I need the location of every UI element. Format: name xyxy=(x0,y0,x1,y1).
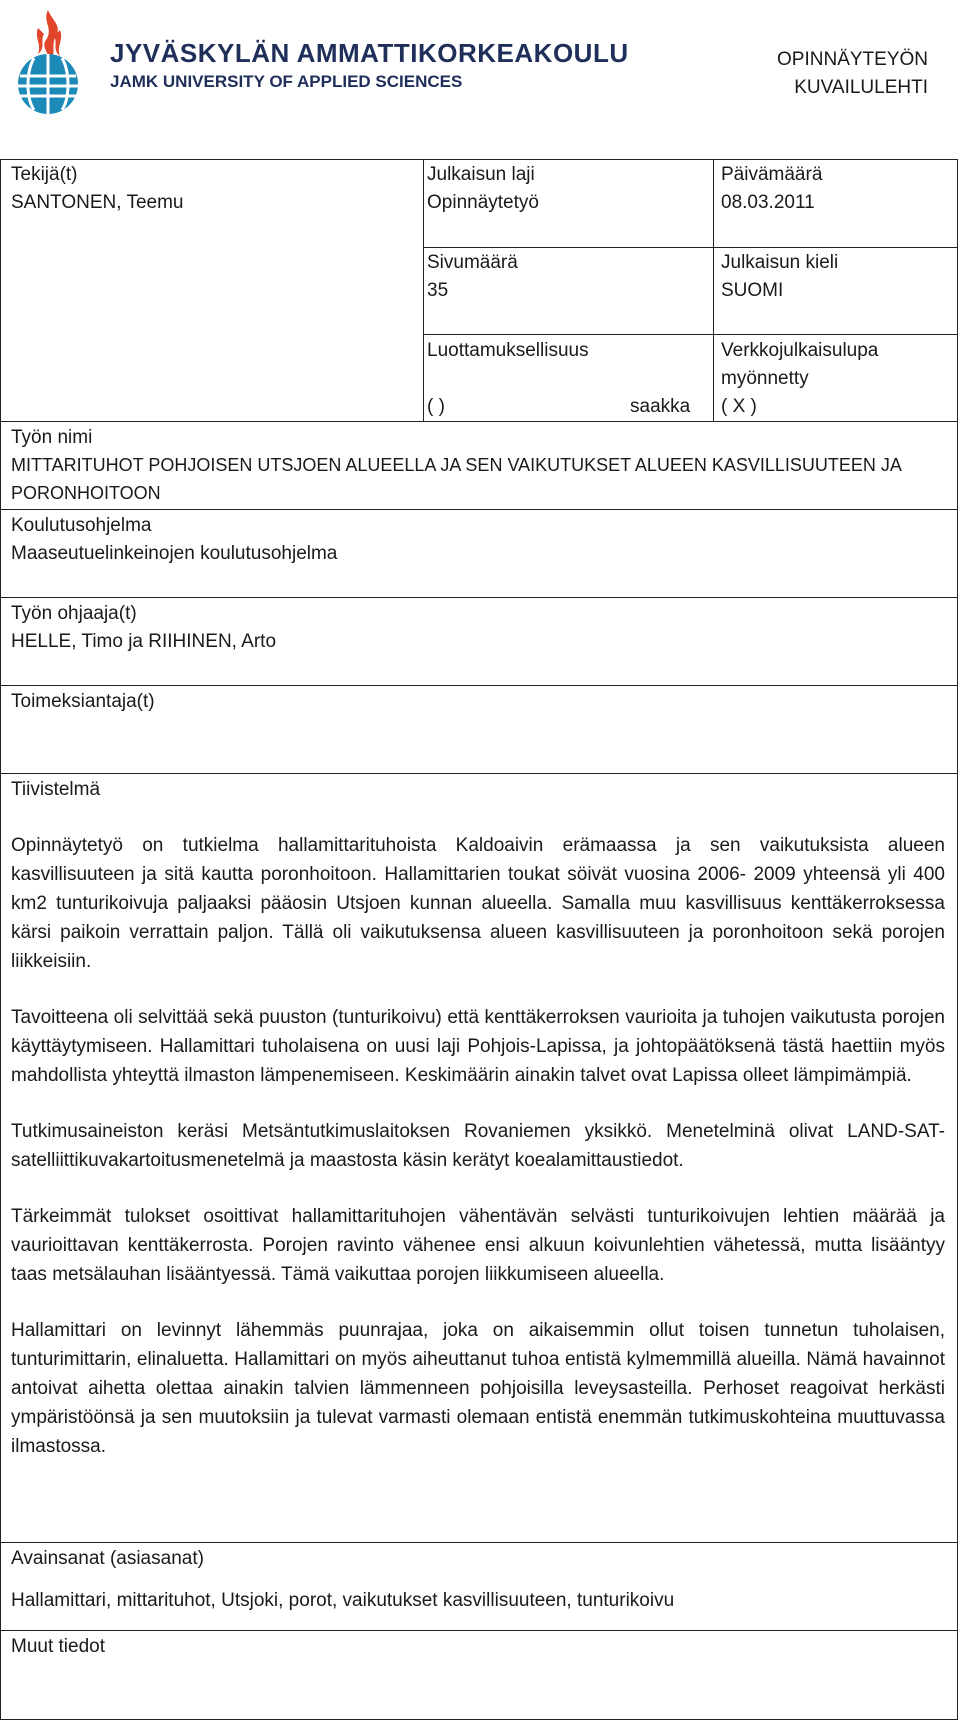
abstract-paragraph: Hallamittari on levinnyt lähemmäs puunrajaa, joka on aikaisemmin ollut toisen tunnetun tuholaisen, tunturimittarin, elinaluetta. Hallamittari on myös aiheuttanut tuhoa entistä kylmemmillä alueilla. Nämä havainnot antoivat aihetta olettaa ainakin talvien lämmenneen pohjoisilla leveysasteilla. Perhoset reagoivat herkästi ympäristöönsä ja sen muutoksiin ja tulevat varmasti olemaan entistä enemmän tutkimuskohteina muuttuvassa ilmastossa. xyxy=(11,1320,945,1457)
thesis-title-line1: MITTARITUHOT POHJOISEN UTSJOEN ALUEELLA JA SEN VAIKUTUKSET ALUEEN KASVILLISUUTEEN JA xyxy=(11,455,902,475)
form-border-top xyxy=(0,159,958,160)
divider xyxy=(0,597,958,598)
divider xyxy=(0,685,958,686)
page-count-value: 35 xyxy=(427,280,449,301)
abstract-paragraph: Opinnäytetyö on tutkielma hallamittarituhoista Kaldoaivin erämaassa ja sen vaikutuksista alueen kasvillisuuteen ja sitä kautta poronhoitoon. Hallamittarien toukat söivät vuosina 2006- 2009 yhteensä yli 400 km2 tunturikoivuja paljaaksi pääosin Utsjoen kunnan alueella. Samalla muu kasvillisuus kenttäkerroksessa kärsi paikoin verrattain paljon. Tällä oli vaikutuksensa alueen kasvillisuuteen ja poronhoitoon sekä porojen liikkeisiin. xyxy=(11,835,945,972)
divider xyxy=(0,509,958,510)
divider xyxy=(0,1630,958,1631)
author-value: SANTONEN, Teemu xyxy=(11,192,184,213)
document-type-line2: KUVAILULEHTI xyxy=(794,77,928,98)
commissioner-label: Toimeksiantaja(t) xyxy=(11,691,155,712)
supervisors-value: HELLE, Timo ja RIIHINEN, Arto xyxy=(11,631,277,652)
web-permission-value: ( X ) xyxy=(721,396,757,417)
date-label: Päivämäärä xyxy=(721,164,823,185)
degree-program-label: Koulutusohjelma xyxy=(11,515,152,536)
divider xyxy=(423,334,958,335)
language-label: Julkaisun kieli xyxy=(721,252,839,273)
keywords-label: Avainsanat (asiasanat) xyxy=(11,1548,204,1569)
jamk-torch-logo-icon xyxy=(8,6,88,116)
column-divider xyxy=(713,159,714,421)
other-info-label: Muut tiedot xyxy=(11,1636,105,1657)
publication-type-label: Julkaisun laji xyxy=(427,164,535,185)
abstract-body xyxy=(11,831,945,1461)
confidentiality-checkbox: ( ) xyxy=(427,396,445,417)
abstract-paragraph: Tavoitteena oli selvittää sekä puuston (tunturikoivu) että kenttäkerroksen vaurioita ja tuhojen vaikutusta porojen käyttäytymiseen. Hallamittari tuholaisena on uusi laji Pohjois-Lapissa, ja johtopäätöksenä tästä haettiin myös mahdollista yhteyttä ilmaston lämpenemiseen. Keskimäärin ainakin talvet ovat Lapissa olleet lämpimämpiä. xyxy=(11,1007,945,1086)
organization-name-en: JAMK UNIVERSITY OF APPLIED SCIENCES xyxy=(110,72,463,91)
abstract-paragraph: Tärkeimmät tulokset osoittivat hallamittarituhojen vähentävän selvästi tunturikoivujen lehtien määrää ja vaurioittavan kenttäkerrosta. Porojen ravinto vähenee ensi alkuun koivunlehtien vähetessä, mutta lisääntyy taas metsälauhan lisääntyessä. Tämä vaikuttaa porojen liikkumiseen alueella. xyxy=(11,1206,945,1285)
confidentiality-label: Luottamuksellisuus xyxy=(427,340,589,361)
divider xyxy=(0,421,958,422)
divider xyxy=(0,773,958,774)
publication-type-value: Opinnäytetyö xyxy=(427,192,539,213)
web-permission-label-line1: Verkkojulkaisulupa xyxy=(721,340,879,361)
form-border-bottom xyxy=(0,1719,958,1720)
thesis-title-line2: PORONHOITOON xyxy=(11,483,161,503)
degree-program-value: Maaseutuelinkeinojen koulutusohjelma xyxy=(11,543,338,564)
column-divider xyxy=(423,159,424,421)
language-value: SUOMI xyxy=(721,280,784,301)
document-type xyxy=(777,46,928,102)
confidentiality-until: saakka xyxy=(630,396,691,417)
organization-name xyxy=(110,38,629,94)
thesis-title-label: Työn nimi xyxy=(11,427,93,448)
supervisors-label: Työn ohjaaja(t) xyxy=(11,603,137,624)
author-label: Tekijä(t) xyxy=(11,164,78,185)
abstract-label: Tiivistelmä xyxy=(11,779,101,800)
abstract-paragraph: Tutkimusaineiston keräsi Metsäntutkimuslaitoksen Rovaniemen yksikkö. Menetelminä olivat LAND-SAT- satelliittikuvakartoitusmenetelmä ja maastosta käsin kerätyt koealamittaustiedot. xyxy=(11,1121,945,1171)
document-type-line1: OPINNÄYTEYÖN xyxy=(777,49,928,70)
divider xyxy=(423,247,958,248)
date-value: 08.03.2011 xyxy=(721,192,815,213)
page-count-label: Sivumäärä xyxy=(427,252,518,273)
keywords-value: Hallamittari, mittarituhot, Utsjoki, porot, vaikutukset kasvillisuuteen, tunturikoivu xyxy=(11,1590,675,1611)
web-permission-label-line2: myönnetty xyxy=(721,368,809,389)
organization-name-fi: JYVÄSKYLÄN AMMATTIKORKEAKOULU xyxy=(110,38,629,68)
divider xyxy=(0,1542,958,1543)
